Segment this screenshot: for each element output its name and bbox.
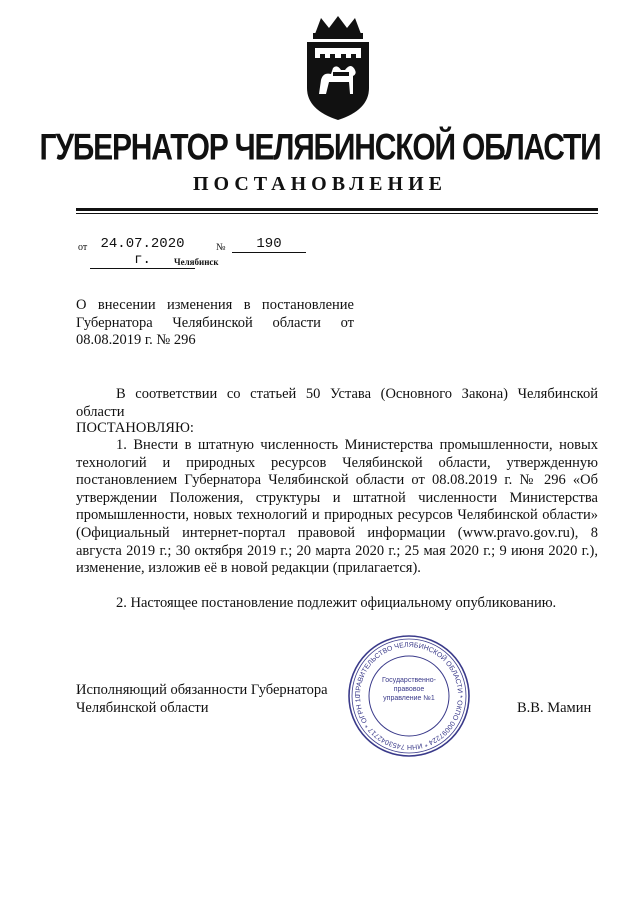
document-type: ПОСТАНОВЛЕНИЕ	[193, 173, 447, 195]
decree-word: ПОСТАНОВЛЯЮ:	[76, 420, 194, 436]
document-subject: О внесении изменения в постановление Губернатора Челябинской области от 08.08.2019 г. № 296	[76, 297, 354, 349]
stamp-center-text: Государственно-правовое управление №1	[381, 677, 437, 702]
number-prefix: №	[216, 242, 226, 253]
signer-name: В.В. Мамин	[517, 700, 592, 716]
date-prefix: от	[78, 242, 88, 253]
official-stamp	[347, 634, 471, 758]
coat-of-arms-icon	[293, 14, 383, 122]
stamp-ring-text: ПРАВИТЕЛЬСТВО ЧЕЛЯБИНСКОЙ ОБЛАСТИ * ОКПО 00097224 * ИНН 7453042717 * ОГРН 10	[354, 641, 464, 751]
header-rule-thin	[76, 213, 598, 214]
decree-item-2: 2. Настоящее постановление подлежит официальному опубликованию.	[116, 595, 557, 611]
legal-basis-paragraph: В соответствии со статьей 50 Устава (Основного Закона) Челябинской области	[76, 386, 598, 420]
signer-position: Исполняющий обязанности Губернатора Челябинской области	[76, 682, 328, 716]
page-title: ГУБЕРНАТОР ЧЕЛЯБИНСКОЙ ОБЛАСТИ	[39, 128, 601, 169]
city-label: Челябинск	[174, 257, 219, 267]
decree-item-1: 1. Внести в штатную численность Министерства промышленности, новых технологий и природных ресурсов Челябинской области, утвержденную постановлением Губернатора Челябинской области от 08.08.2019 г. № 296 «Об утверждении Положения, структуры и штатной численности Министерства промышленности, новых технологий и природных ресурсов Челябинской области» (Официальный интернет-портал правовой информации (www.pravo.gov.ru), 8 августа 2019 г.; 30 октября 2019 г.; 20 марта 2020 г.; 25 мая 2020 г.; 9 июня 2020 г.), изменение, изложив её в новой редакции (прилагается).	[76, 437, 598, 577]
document-number: 190	[232, 236, 306, 253]
header-rule-thick	[76, 208, 598, 211]
document-date: 24.07.2020 г.	[90, 236, 195, 269]
